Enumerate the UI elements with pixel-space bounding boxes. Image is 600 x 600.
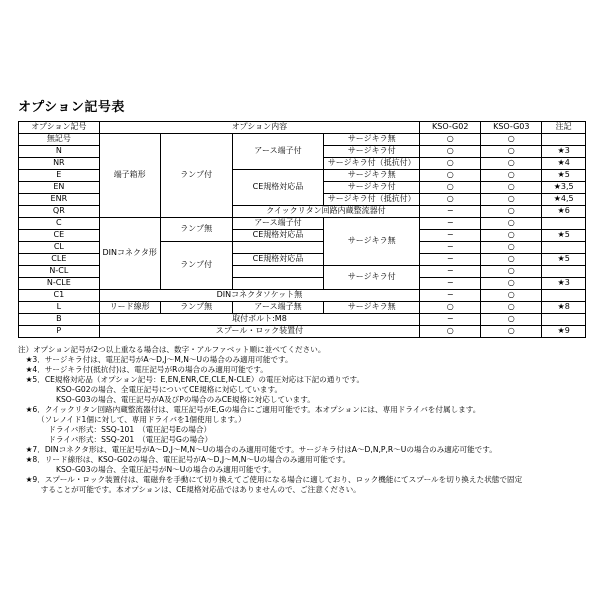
cell-code: B (19, 314, 100, 326)
cell-code: N-CLE (19, 278, 100, 290)
cell-code: N-CL (19, 266, 100, 278)
cell-kso-g02: − (420, 206, 481, 218)
cell-group2: ランプ付 (160, 134, 232, 218)
footnote-line: 注）オプション記号が2つ以上重なる場合は、数字・アルファベット順に並べてください。 (18, 345, 326, 354)
header-kso-g03: KSO-G03 (481, 122, 542, 134)
cell-kso-g03: ○ (481, 290, 542, 302)
cell-kso-g02: ○ (420, 158, 481, 170)
cell-kso-g02: ○ (420, 134, 481, 146)
cell-code: CL (19, 242, 100, 254)
cell-kso-g03: ○ (481, 254, 542, 266)
cell-group3: CE規格対応品 (232, 170, 324, 206)
cell-kso-g03: ○ (481, 146, 542, 158)
footnote-line: KSO-G03の場合、全電圧記号がN〜Uの場合のみ適用可能です。 (18, 465, 276, 475)
cell-group4: サージキラ付（抵抗付） (324, 194, 420, 206)
cell-group3 (232, 266, 324, 278)
cell-code: 無記号 (19, 134, 100, 146)
cell-kso-g03: ○ (481, 242, 542, 254)
cell-code: NR (19, 158, 100, 170)
cell-note (542, 266, 586, 278)
header-content: オプション内容 (99, 122, 420, 134)
cell-group4: 取付ボルト:M8 (99, 314, 420, 326)
cell-group2: ランプ無 (160, 302, 232, 314)
cell-code: C (19, 218, 100, 230)
cell-code: E (19, 170, 100, 182)
cell-note: ★4,5 (542, 194, 586, 206)
cell-group3: アース端子付 (232, 134, 324, 170)
cell-note: ★5 (542, 230, 586, 242)
cell-code: CE (19, 230, 100, 242)
cell-note: ★4 (542, 158, 586, 170)
cell-note: ★5 (542, 170, 586, 182)
cell-kso-g03: ○ (481, 266, 542, 278)
table-header-row (19, 122, 586, 134)
footnote-line: ドライバ形式：SSQ-201 （電圧記号Gの場合） (18, 435, 213, 445)
footnote-line: ★8．リード線形は、KSO-G02の場合、電圧記号がA〜D,J〜M,N〜Uの場合のみ適用可能です。 (18, 455, 351, 465)
cell-kso-g03: ○ (481, 302, 542, 314)
cell-group1: DINコネクタ形 (99, 218, 160, 290)
footnote-line: KSO-G03の場合、電圧記号がA及びPの場合のみCE規格に対応しています。 (18, 395, 315, 405)
footnote-line: することが可能です。本オプションは、CE規格対応品ではありませんので、ご注意ください。 (18, 485, 361, 495)
cell-note (542, 218, 586, 230)
cell-kso-g03: ○ (481, 134, 542, 146)
table-row (19, 314, 586, 326)
page-title: オプション記号表 (18, 100, 125, 115)
cell-group3: CE規格対応品 (232, 230, 324, 242)
footnote-line: ★5．CE規格対応品（オプション記号：E,EN,ENR,CE,CLE,N-CLE）の電圧対応は下記の通りです。 (18, 375, 365, 385)
cell-kso-g02: − (420, 266, 481, 278)
option-symbol-table (18, 121, 586, 338)
footnotes (18, 345, 586, 495)
footnote-line: KSO-G02の場合、全電圧記号についてCE規格に対応しています。 (18, 385, 283, 395)
cell-group1: 端子箱形 (99, 134, 160, 218)
cell-kso-g02: ○ (420, 182, 481, 194)
cell-kso-g02: − (420, 254, 481, 266)
cell-kso-g02: − (420, 242, 481, 254)
footnote-line: ドライバ形式：SSQ-101 （電圧記号Eの場合） (18, 425, 212, 435)
cell-group4: サージキラ付 (324, 266, 420, 290)
cell-kso-g03: ○ (481, 182, 542, 194)
cell-group3: アース端子付 (232, 218, 324, 230)
cell-note (542, 290, 586, 302)
cell-group3: CE規格対応品 (232, 254, 324, 266)
cell-kso-g02: − (420, 218, 481, 230)
cell-kso-g03: ○ (481, 326, 542, 338)
cell-group3 (232, 278, 324, 290)
table-row (19, 302, 586, 314)
cell-group2: ランプ付 (160, 242, 232, 290)
footnote-line: ★7．DINコネクタ形は、電圧記号がA〜D,J〜M,N〜Uの場合のみ適用可能です。サージキラ付はA〜D,N,P,R〜Uの場合のみ適応可能です。 (18, 445, 497, 455)
cell-code: P (19, 326, 100, 338)
footnote-line: ★4．サージキラ付(抵抗付)は、電圧記号がRの場合のみ適用可能です。 (18, 365, 268, 375)
cell-group4: サージキラ無 (324, 302, 420, 314)
cell-note (542, 134, 586, 146)
header-note: 注記 (542, 122, 586, 134)
footnote-line: ★3．サージキラ付は、電圧記号がA〜D,J〜M,N〜Uの場合のみ適用可能です。 (18, 355, 293, 365)
footnote-line: ★6．クイックリタン回路内蔵整流器付は、電圧記号がE,Gの場合にご適用可能です。本オプションには、専用ドライバを付属します。 (18, 405, 481, 415)
cell-kso-g02: − (420, 230, 481, 242)
cell-code: QR (19, 206, 100, 218)
cell-code: CLE (19, 254, 100, 266)
cell-code: ENR (19, 194, 100, 206)
cell-note: ★6 (542, 206, 586, 218)
cell-note (542, 242, 586, 254)
cell-kso-g02: − (420, 278, 481, 290)
cell-code: L (19, 302, 100, 314)
table-row (19, 290, 586, 302)
cell-group3: アース端子無 (232, 302, 324, 314)
cell-kso-g03: ○ (481, 230, 542, 242)
footnote-line: ★9．スプール・ロック装置付は、電磁弁を手動にて切り換えてご使用になる場合に適しており、ロック機能にてスプールを切り換えた状態で固定 (18, 475, 523, 485)
cell-kso-g02: ○ (420, 302, 481, 314)
table-row (19, 218, 586, 230)
cell-group4: DINコネクタソケット無 (99, 290, 420, 302)
cell-kso-g03: ○ (481, 170, 542, 182)
cell-kso-g03: ○ (481, 206, 542, 218)
cell-group2: ランプ無 (160, 218, 232, 242)
cell-group4: サージキラ付 (324, 182, 420, 194)
table-row (19, 134, 586, 146)
cell-group4: サージキラ付 (324, 146, 420, 158)
cell-group4: サージキラ無 (324, 134, 420, 146)
cell-note: ★5 (542, 254, 586, 266)
cell-kso-g03: ○ (481, 158, 542, 170)
cell-group3 (232, 242, 324, 254)
cell-code: EN (19, 182, 100, 194)
cell-kso-g03: ○ (481, 218, 542, 230)
cell-kso-g03: ○ (481, 314, 542, 326)
table-row (19, 326, 586, 338)
cell-note: ★8 (542, 302, 586, 314)
cell-group4: サージキラ付（抵抗付） (324, 158, 420, 170)
cell-note: ★3 (542, 146, 586, 158)
footnote-line: （ソレノイド1個に対して、専用ドライバを1個使用します。） (18, 415, 246, 425)
cell-code: N (19, 146, 100, 158)
cell-kso-g02: ○ (420, 326, 481, 338)
cell-group4: サージキラ無 (324, 218, 420, 266)
header-kso-g02: KSO-G02 (420, 122, 481, 134)
cell-kso-g02: − (420, 314, 481, 326)
cell-group4: サージキラ無 (324, 170, 420, 182)
cell-group1: リード線形 (99, 302, 160, 314)
cell-code: C1 (19, 290, 100, 302)
cell-kso-g03: ○ (481, 194, 542, 206)
cell-note: ★3,5 (542, 182, 586, 194)
cell-kso-g02: − (420, 290, 481, 302)
cell-group4: クイックリタン回路内蔵整流器付 (232, 206, 420, 218)
header-code: オプション記号 (19, 122, 100, 134)
cell-group4: スプール・ロック装置付 (99, 326, 420, 338)
cell-kso-g02: ○ (420, 146, 481, 158)
cell-note: ★9 (542, 326, 586, 338)
cell-note: ★3 (542, 278, 586, 290)
cell-note (542, 314, 586, 326)
cell-kso-g02: ○ (420, 170, 481, 182)
cell-kso-g03: ○ (481, 278, 542, 290)
cell-kso-g02: ○ (420, 194, 481, 206)
